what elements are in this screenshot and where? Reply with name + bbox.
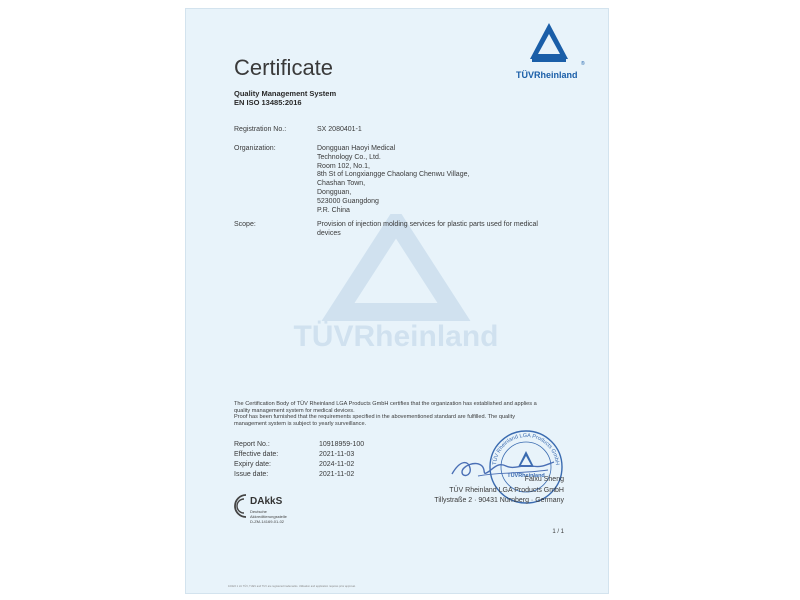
- organization-address: [317, 145, 469, 215]
- scope-text: [317, 221, 538, 239]
- statement-line: The Certification Body of TÜV Rheinland LGA Products GmbH certifies that the organization has established and applies a: [234, 401, 537, 407]
- issue-value: 2021-11-02: [319, 471, 355, 478]
- organization-label: Organization:: [234, 145, 276, 152]
- effective-value: 2021-11-03: [319, 451, 355, 458]
- scope-line: devices: [317, 229, 341, 237]
- effective-label: Effective date:: [234, 451, 279, 458]
- dakks-details: [250, 509, 287, 524]
- org-line: Room 102, No.1,: [317, 162, 370, 170]
- stamp-inner-text: TÜVRheinland: [507, 473, 545, 479]
- signatory-company: TÜV Rheinland LGA Products GmbH: [449, 487, 564, 494]
- org-line: Technology Co., Ltd.: [317, 153, 381, 161]
- registration-value: SX 2080401-1: [317, 126, 362, 133]
- org-line: 8th St of Longxiangge Chaolang Chenwu Village,: [317, 171, 470, 179]
- statement-line: quality management system for medical devices.: [234, 407, 355, 414]
- org-line: Dongguan Haoyi Medical: [317, 145, 396, 152]
- svg-text:TÜVRheinland: TÜVRheinland: [293, 320, 499, 353]
- scope-label: Scope:: [234, 221, 256, 228]
- scope-line: Provision of injection molding services for plastic parts used for medical: [317, 221, 538, 228]
- certificate-page: [185, 8, 609, 594]
- org-line: Chashan Town,: [317, 180, 366, 188]
- signatory-name: Falxu Sheng: [524, 476, 564, 483]
- tuv-logo-text: TÜVRheinland: [516, 70, 578, 80]
- expiry-value: 2024-11-02: [319, 461, 355, 468]
- registered-mark: ®: [581, 61, 585, 67]
- dakks-logo-text: DAkkS: [250, 496, 283, 507]
- dakks-line: Deutsche: [250, 509, 267, 514]
- report-label: Report No.:: [234, 441, 270, 448]
- dakks-logo-icon: [232, 493, 252, 519]
- dakks-line: D-ZM-14169-01-02: [250, 519, 285, 524]
- report-value: 10918959-100: [319, 441, 365, 448]
- org-line: Dongguan,: [317, 188, 352, 196]
- footer-note: 10/222 1 LU TÜV, TUEV and TUV are registered trademarks. Utilisation and application requires prior approval.: [228, 585, 356, 588]
- statement-line: management system is subject to yearly surveillance.: [234, 420, 367, 427]
- certificate-title: Certificate: [234, 55, 334, 80]
- statement-line: Proof has been furnished that the requirements specified in the abovementioned standard are fulfilled. The quality: [234, 414, 516, 421]
- issue-label: Issue date:: [234, 471, 269, 478]
- system-name: Quality Management System: [234, 89, 337, 98]
- certification-statement: [234, 401, 574, 427]
- org-line: 523000 Guangdong: [317, 197, 379, 205]
- stamp-outer-text: TÜV Rheinland LGA Products GmbH: [492, 432, 560, 466]
- standard-name: EN ISO 13485:2016: [234, 98, 302, 107]
- registration-label: Registration No.:: [234, 126, 287, 133]
- expiry-label: Expiry date:: [234, 461, 271, 468]
- org-line: P.R. China: [317, 206, 350, 214]
- dakks-line: Akkreditierungsstelle: [250, 514, 287, 519]
- signatory-address: Tillystraße 2 · 90431 Nürnberg · Germany: [434, 497, 564, 504]
- page-number: 1 / 1: [552, 529, 564, 535]
